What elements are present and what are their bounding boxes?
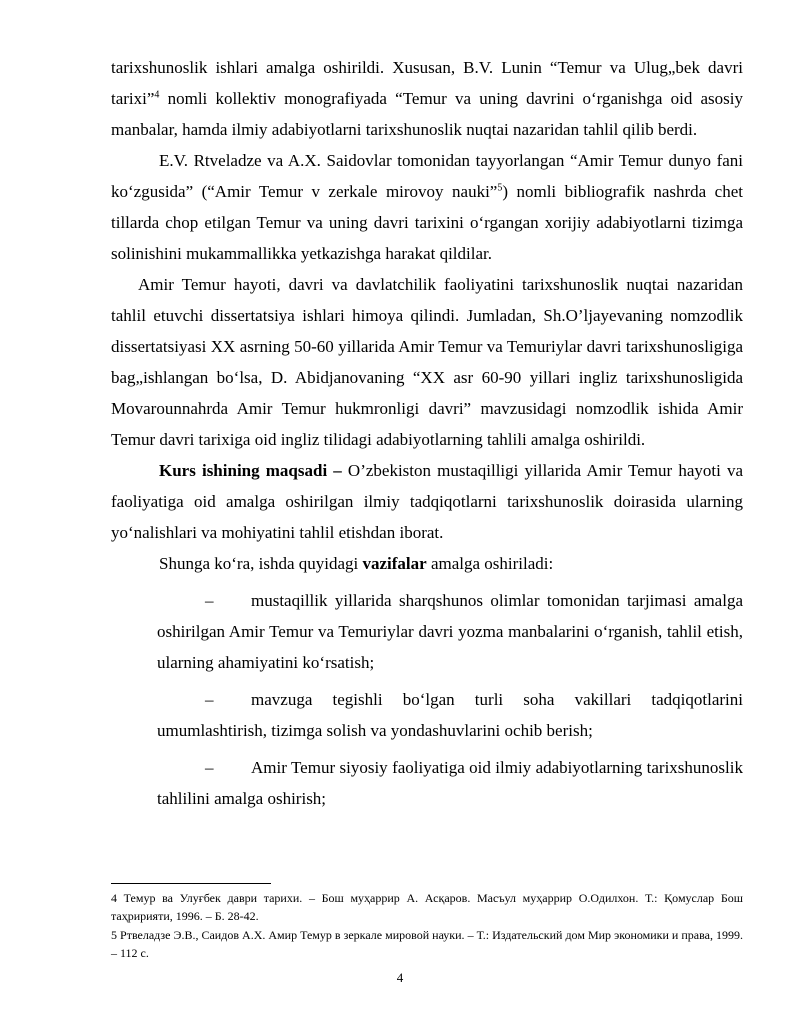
list-item-text: mustaqillik yillarida sharqshunos olimlar tomonidan tarjimasi amalga oshirilgan Amir Temur va Temuriylar davri yozma manbalarini o‘rganish, tahlil etish, ularning ahamiyatini ko‘rsatish; (157, 591, 743, 672)
task-list (157, 585, 743, 814)
paragraph-4 (111, 455, 743, 548)
page-number: 4 (396, 970, 404, 985)
paragraph-2-tail: ) nomli bibliografik nashrda chet tillarda chop etilgan Temur va uning davri tarixini o‘rgangan xorijiy adabiyotlarni tizimga solinishini mukammallikka yetkazishga harakat qildilar. (111, 182, 743, 263)
footnote-5: 5 Ртвеладзе Э.В., Саидов А.Х. Амир Темур в зеркале мировой науки. – Т.: Издательский дом Мир экономики и права, 1999. – 112 с. (111, 928, 743, 960)
footnote-4: 4 Темур ва Улуғбек даври тарихи. – Бош муҳаррир А. Асқаров. Масъул муҳаррир О.Одилхон. Т.: Қомуслар Бош таҳририяти, 1996. – Б. 28-42. (111, 891, 743, 923)
paragraph-4-text: O’zbekiston mustaqilligi yillarida Amir Temur hayoti va faoliyatiga oid amalga oshirilgan ilmiy tadqiqotlarni tarixshunoslik doirasida ularning yo‘nalishlari va mohiyatini tahlil etishdan iborat. (111, 461, 743, 542)
list-item (157, 752, 743, 814)
list-dash: – (205, 591, 214, 610)
list-item (157, 585, 743, 678)
paragraph-5-tail: amalga oshiriladi: (426, 554, 554, 573)
paragraph-2 (111, 145, 743, 269)
list-dash: – (205, 758, 214, 777)
footnote-ref-5: 5 (497, 182, 503, 194)
paragraph-5 (111, 548, 743, 579)
list-dash: – (205, 690, 214, 709)
paragraph-3: Amir Temur hayoti, davri va davlatchilik faoliyatini tarixshunoslik nuqtai nazaridan tahlil etuvchi dissertatsiya ishlari himoya qilindi. Jumladan, Sh.O’ljayevaning nomzodlik dissertatsiyasi XX asrning 50-60 yillarida Amir Temur va Temuriylar davri tarixshunosligiga bag„ishlangan bo‘lsa, D. Abidjanovaning “XX asr 60-90 yillari ingliz tarixshunosligida Movarounnahrda Amir Temur hukmronligi davri” mavzusidagi nomzodlik ishida Amir Temur davri tarixiga oid ingliz tilidagi adabiyotlarning tahlili amalga oshirildi. (111, 275, 743, 449)
paragraph-1 (111, 52, 743, 145)
footnote-separator (111, 883, 271, 884)
list-item (157, 684, 743, 746)
list-item-text: Amir Temur siyosiy faoliyatiga oid ilmiy adabiyotlarning tarixshunoslik tahlilini amalga oshirish; (157, 758, 743, 808)
paragraph-1-tail: nomli kollektiv monografiyada “Temur va uning davrini o‘rganishga oid asosiy manbalar, hamda ilmiy adabiyotlarni tarixshunoslik nuqtai nazaridan tahlil qilib berdi. (111, 89, 743, 139)
footnote-ref-4: 4 (154, 89, 160, 101)
document-body (111, 52, 743, 814)
paragraph-1-text: tarixshunoslik ishlari amalga oshirildi. Xususan, B.V. Lunin “Temur va Ulug„bek davri tarixi” (111, 58, 743, 108)
tasks-keyword: vazifalar (362, 554, 427, 573)
list-item-text: mavzuga tegishli bo‘lgan turli soha vakillari tadqiqotlarini umumlashtirish, tizimga solish va yondashuvlarini ochib berish; (157, 690, 743, 740)
paragraph-2-text: E.V. Rtveladze va A.X. Saidovlar tomonidan tayyorlangan “Amir Temur dunyo fani ko‘zgusida” (“Amir Temur v zerkale mirovoy nauki” (111, 151, 743, 201)
goal-heading: Kurs ishining maqsadi – (159, 461, 342, 480)
paragraph-5-text: Shunga ko‘ra, ishda quyidagi (159, 554, 363, 573)
